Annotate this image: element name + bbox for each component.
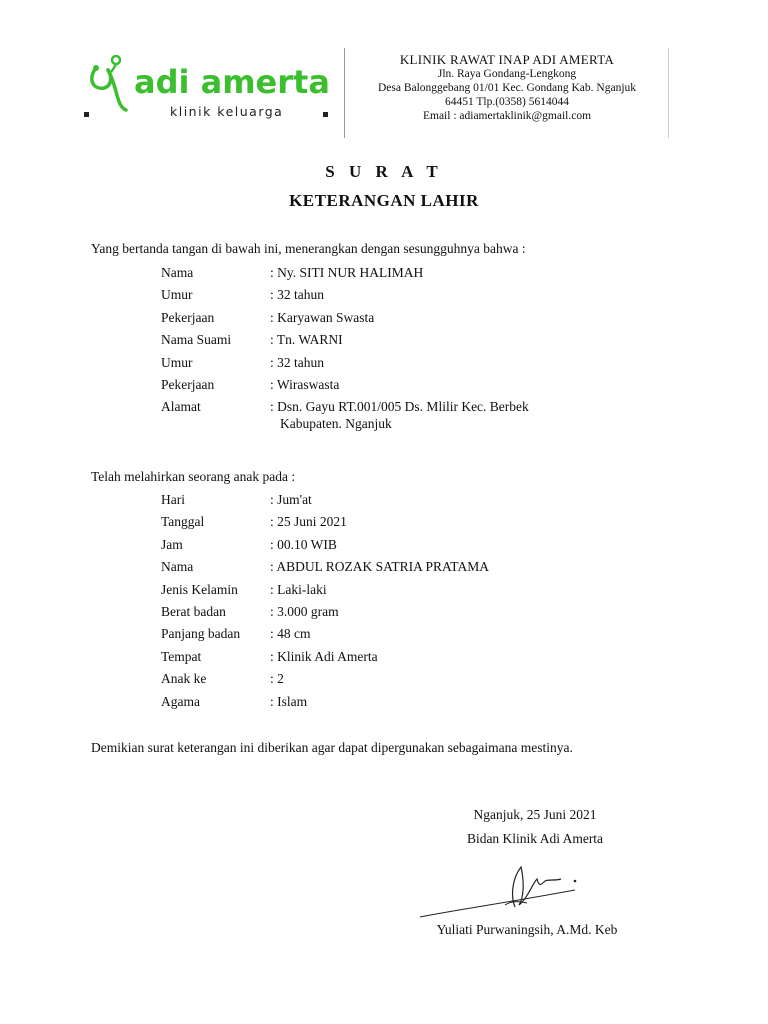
detail-value: : Jum'at [270, 492, 312, 507]
detail-label: Nama [161, 265, 194, 280]
detail-value: : 48 cm [270, 626, 311, 642]
handwritten-signature [415, 855, 595, 925]
detail-label: Jenis Kelamin [161, 581, 238, 597]
address-line3: 64451 Tlp.(0358) 5614044 [444, 96, 570, 108]
detail-value: : 3.000 gram [270, 603, 339, 619]
detail-label: Berat badan [161, 603, 226, 619]
header-divider-right [668, 48, 669, 138]
intro-text: Yang bertanda tangan di bawah ini, menerangkan dengan sesungguhnya bahwa : [91, 241, 526, 256]
detail-value: : 32 tahun [270, 354, 324, 370]
org-name: KLINIK RAWAT INAP ADI AMERTA [399, 52, 615, 67]
detail-label: Anak ke [161, 671, 207, 687]
logo-tagline: klinik keluarga [170, 104, 284, 119]
detail-value: : 32 tahun [270, 287, 324, 303]
detail-label: Tanggal [161, 514, 205, 530]
title-line1: S U R A T [325, 162, 443, 181]
logo-text: adi amerta [134, 63, 330, 101]
detail-value: : Laki-laki [270, 581, 327, 597]
detail-value: : Islam [270, 693, 308, 709]
title-line2: KETERANGAN LAHIR [289, 191, 479, 210]
detail-label: Alamat [161, 399, 201, 415]
detail-label: Umur [161, 354, 193, 370]
detail-label: Hari [161, 492, 185, 507]
detail-label: Pekerjaan [161, 309, 215, 325]
detail-value: : Klinik Adi Amerta [270, 648, 378, 664]
place-date: Nganjuk, 25 Juni 2021 [473, 807, 597, 822]
closing-text: Demikian surat keterangan ini diberikan agar dapat dipergunakan sebagaimana mestinya. [91, 740, 573, 755]
detail-label: Panjang badan [161, 626, 241, 642]
detail-value: : Ny. SITI NUR HALIMAH [270, 265, 424, 280]
detail-label: Tempat [161, 648, 202, 664]
email-line: Email : adiamertaklinik@gmail.com [422, 110, 592, 122]
clinic-logo [82, 48, 332, 128]
detail-label: Umur [161, 287, 193, 303]
address-line2: Desa Balonggebang 01/01 Kec. Gondang Kab. Nganjuk [377, 82, 637, 94]
detail-label: Pekerjaan [161, 376, 215, 392]
detail-value: : ABDUL ROZAK SATRIA PRATAMA [270, 559, 489, 575]
detail-value: : 25 Juni 2021 [270, 514, 347, 530]
detail-label: Nama [161, 559, 194, 575]
detail-label: Nama Suami [161, 332, 232, 348]
detail-label: Jam [161, 536, 183, 552]
detail-value: : Dsn. Gayu RT.001/005 Ds. Mlilir Kec. Berbek [270, 399, 529, 415]
birth-intro-text: Telah melahirkan seorang anak pada : [91, 469, 296, 484]
detail-value-continued: Kabupaten. Nganjuk [280, 416, 392, 432]
detail-value: : 2 [270, 671, 284, 687]
letterhead [346, 52, 668, 123]
detail-value: : Wiraswasta [270, 376, 340, 392]
signer-position: Bidan Klinik Adi Amerta [466, 831, 604, 846]
detail-value: : 00.10 WIB [270, 536, 337, 552]
detail-value: : Karyawan Swasta [270, 309, 375, 325]
detail-value: : Tn. WARNI [270, 332, 343, 348]
detail-label: Agama [161, 693, 200, 709]
header-divider [344, 48, 345, 138]
signer-name: Yuliati Purwaningsih, A.Md. Keb [436, 922, 618, 937]
address-line1: Jln. Raya Gondang-Lengkong [437, 68, 577, 80]
